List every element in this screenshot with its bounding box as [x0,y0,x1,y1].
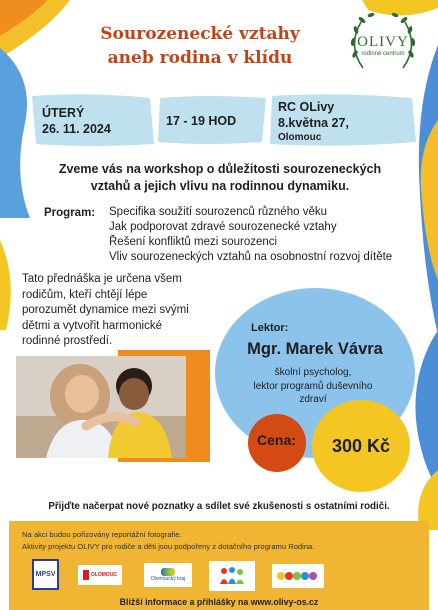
logo-subtitle: rodinné centrum [361,51,405,57]
footer-note-line: Na akci budou pořizovány reportážní fotografie. [22,530,182,539]
logo-name: OLIVY [357,34,409,50]
intro-line-1: Zveme vás na workshop o důležitosti sourozeneckých [58,162,382,176]
audience-line: rodičům, kteří chtějí lépe [22,288,148,301]
footer-note [22,529,314,553]
family-figures-icon [217,566,247,586]
footer-link[interactable]: Bližší informace a přihlášky na www.olivy-os.cz [119,597,319,607]
venue-name: RC OLivy [278,100,335,114]
lecturer-label: Lektor: [251,322,289,334]
event-day: ÚTERÝ [42,106,85,120]
lecturer-role-line: zdraví [299,394,327,405]
price-label: Cena: [257,432,296,448]
yellow-brush-left [0,240,20,330]
audience-line: dětmi a vytvořit harmonické [22,319,162,332]
footer-note-line: Aktivity projektu OLIVY pro rodiče a děti jsou podpořeny z dotačního programu Rodina. [22,542,315,551]
audience-line: rodinné prostředí. [22,335,113,347]
program-item: Jak podporovat zdravé sourozenecké vztahy [109,221,337,233]
event-venue [278,99,349,144]
program-item: Řešení konfliktů mezi sourozenci [109,236,278,248]
lecturer-role-line: lektor programů duševního [253,380,373,392]
mpsv-logo [32,559,59,590]
kraj-text: Olomoucký kraj [150,576,186,582]
olomouc-city-icon [83,570,89,580]
lecturer-name: Mgr. Marek Vávra [247,340,383,358]
program-item: Vliv sourozeneckých vztahů na osobnostní rozvoj dítěte [109,251,393,263]
event-time: 17 - 19 HOD [166,114,237,128]
closing-text: Přijďte načerpat nové poznatky a sdílet své zkušenosti s ostatními rodiči. [48,501,390,512]
venue-street: 8.května 27, [278,116,349,130]
event-date [42,105,111,137]
children-group-logo [272,564,324,588]
audience-line: porozumět dynamice mezi svými [22,304,189,316]
title-line-1: Sourozenecké vztahy [100,24,300,44]
kraj-icon [161,568,175,576]
venue-city: Olomouc [278,132,322,143]
family-logo [209,561,255,591]
program-list [109,205,392,265]
olomouc-city-logo [78,565,122,585]
page-title [60,22,340,70]
intro-text [30,161,410,195]
lecturer-role-line: školní psycholog, [274,367,352,378]
price-value: 300 Kč [331,436,391,456]
program-item: Specifika soužití sourozenců různého věku [109,206,327,218]
title-line-2: aneb rodina v klídu [107,48,293,68]
intro-line-2: vztahů a jejich vlivu na rodinnou dynamiku. [90,179,350,193]
event-date-value: 26. 11. 2024 [42,122,111,136]
program-label: Program: [44,207,96,219]
olomouc-city-text: OLOMOUC [90,572,118,578]
olomoucky-kraj-logo [144,563,192,587]
children-group-icon [276,568,320,584]
audience-line: Tato přednáška je určena všem [22,273,182,285]
children-photo [16,356,186,458]
audience-description [22,272,217,350]
mpsv-text: MPSV [35,571,56,578]
